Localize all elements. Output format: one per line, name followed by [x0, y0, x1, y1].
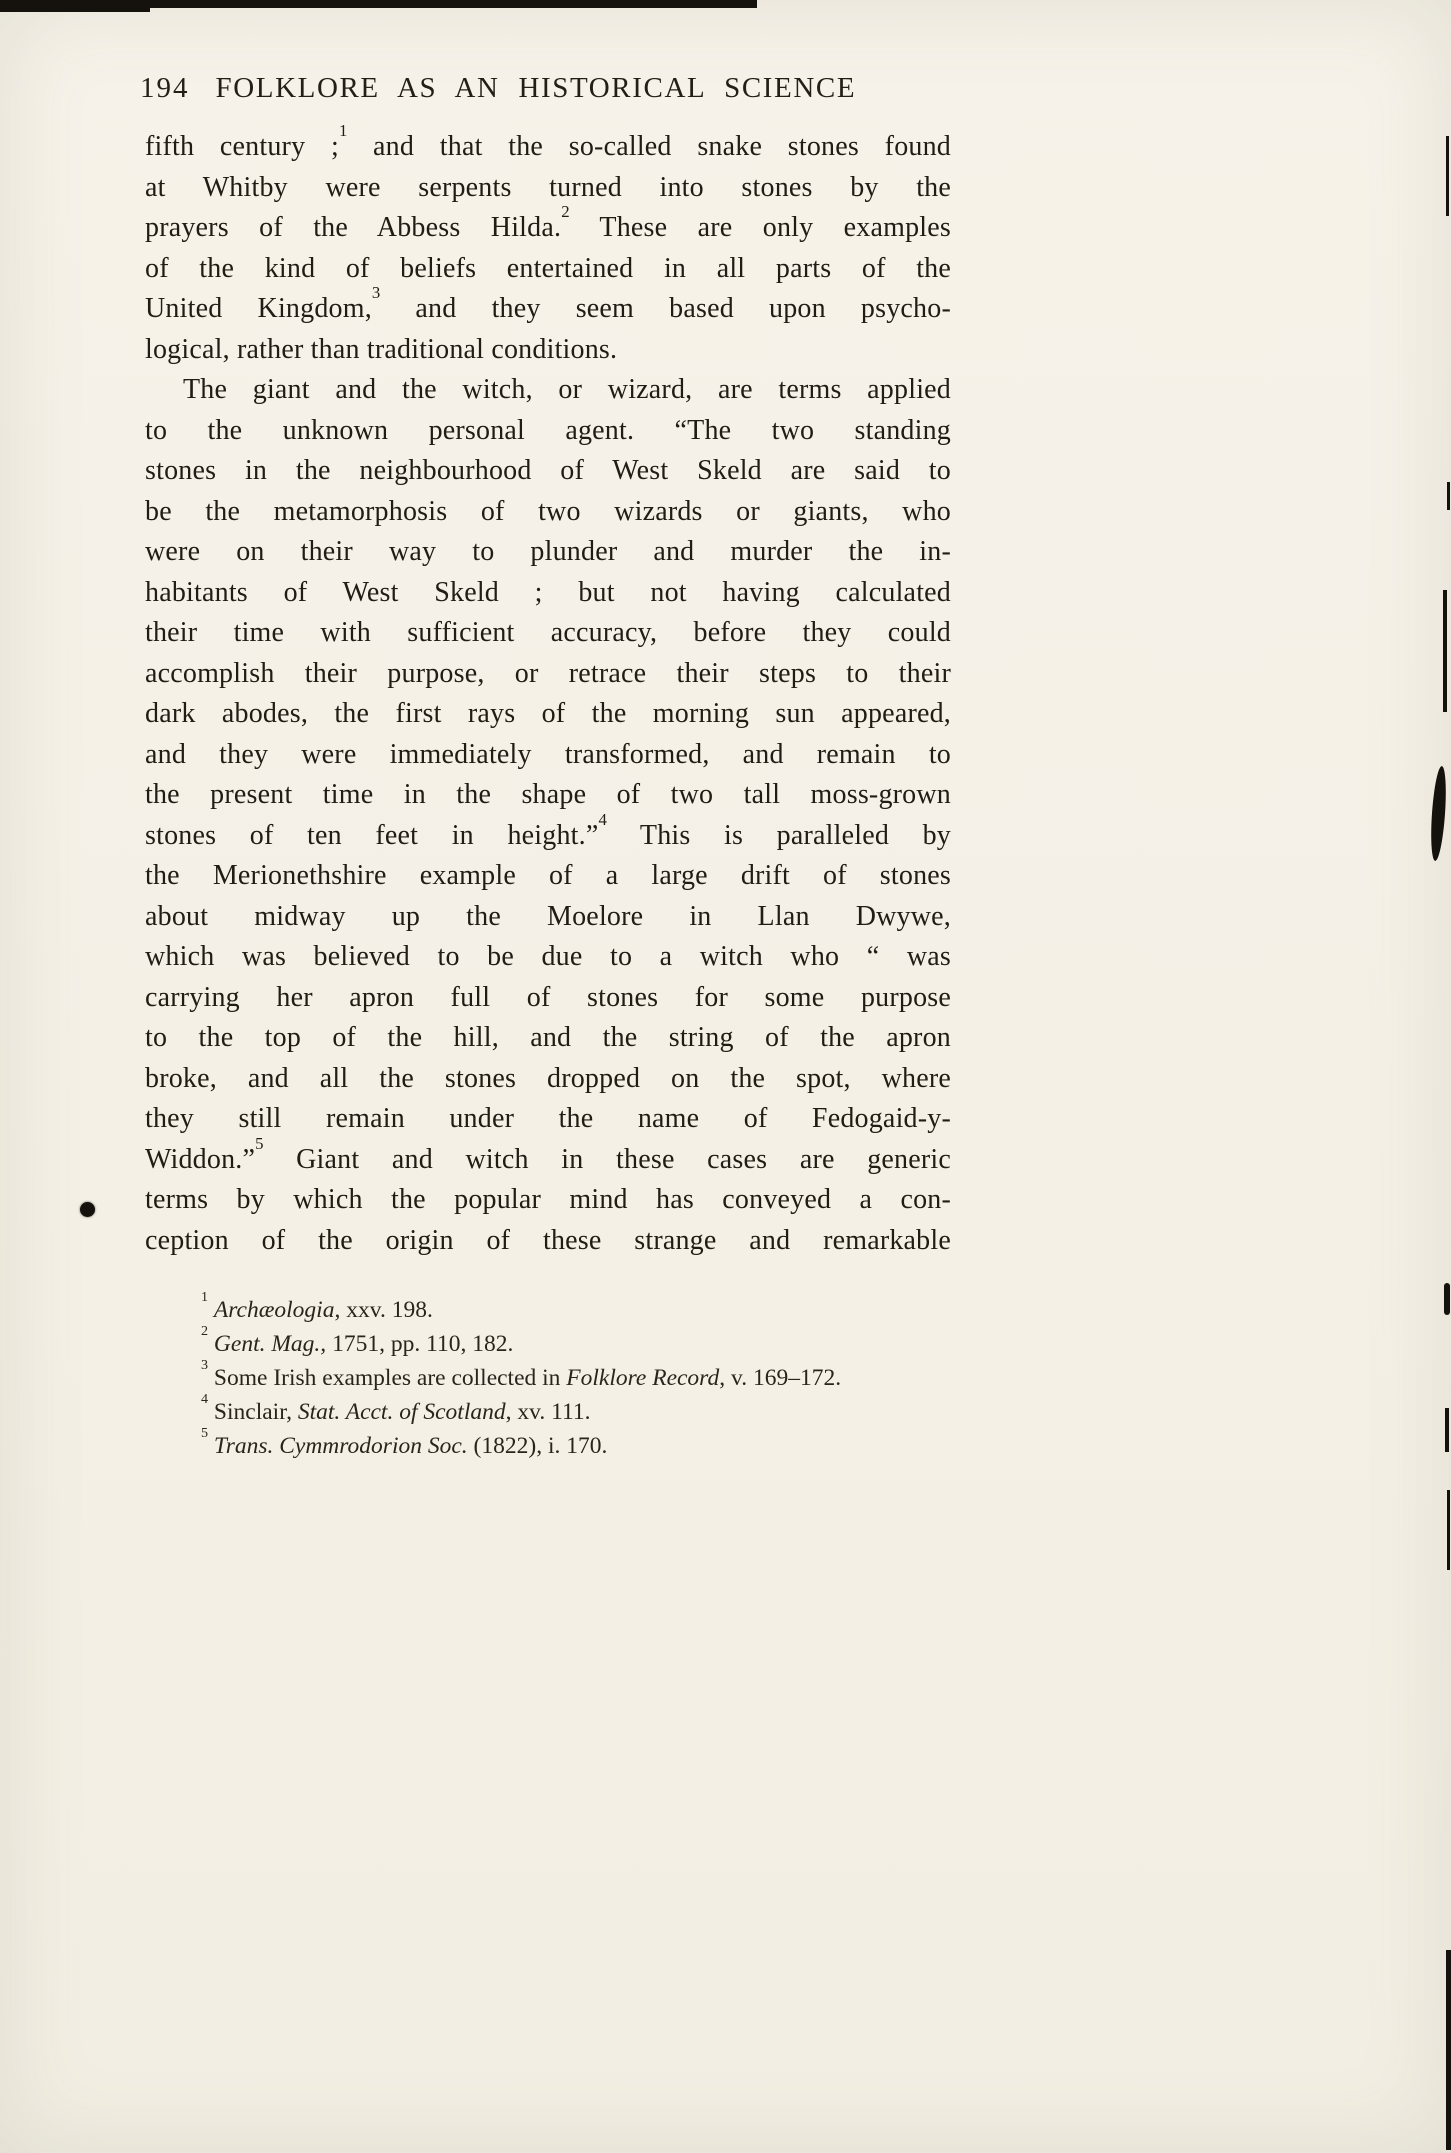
footnote-reference: 2	[561, 202, 570, 222]
text-line: about midway up the Moelore in Llan Dwywe,	[145, 900, 951, 932]
text-line: accomplish their purpose, or retrace their steps to their	[145, 657, 951, 689]
text-line: dark abodes, the first rays of the morning sun appeared,	[145, 698, 951, 729]
text-line: they still remain under the name of Fedogaid-y-	[145, 1103, 951, 1134]
footnote-text: , v. 169–172.	[719, 1365, 842, 1391]
text-line: Widdon.”$^5$ Giant and witch in these cases are generic	[145, 1133, 951, 1175]
text-line: ception of the origin of these strange and remarkable	[145, 1224, 951, 1256]
scan-artifact-right-edge	[1443, 590, 1447, 712]
page-header	[140, 72, 1311, 105]
text-line: the Merionethshire example of a large drift of stones	[145, 860, 951, 891]
scan-artifact-right-edge	[1444, 1283, 1450, 1315]
work-title: Folklore Record	[566, 1365, 720, 1391]
text-line: broke, and all the stones dropped on the spot, where	[145, 1062, 951, 1094]
text-line: be the metamorphosis of two wizards or giants, who	[145, 495, 951, 527]
text-line: carrying her apron full of stones for some purpose	[145, 981, 951, 1013]
footnote-text: 1751, pp. 110, 182.	[326, 1331, 514, 1357]
work-title: Stat. Acct. of Scotland	[297, 1399, 506, 1425]
text-line: and they were immediately transformed, and remain to	[145, 738, 951, 770]
text-line: stones in the neighbourhood of West Skeld are said to	[145, 455, 951, 486]
scan-artifact-right-edge	[1446, 136, 1449, 216]
scan-artifact-right-edge	[1447, 1490, 1450, 1570]
ink-dot-artifact	[80, 1202, 95, 1217]
footnote-reference: 1	[338, 121, 348, 141]
footnote-text: , xv. 111.	[505, 1399, 591, 1425]
footnote-text: (1822), i. 170.	[467, 1433, 608, 1459]
text-line: fifth century ;$^1$ and that the so-called snake stones found	[145, 121, 951, 162]
text-line: of the kind of beliefs entertained in all parts of the	[145, 252, 951, 284]
work-title: Gent. Mag.,	[213, 1331, 327, 1357]
footnote-marker: 3	[201, 1357, 209, 1374]
footnotes	[201, 1289, 961, 1463]
scan-artifact-top-corner	[0, 0, 150, 12]
text-line: the present time in the shape of two tall moss-grown	[145, 779, 951, 810]
footnote-text: Some Irish examples are collected in	[213, 1365, 567, 1391]
footnote-marker: 2	[201, 1323, 209, 1340]
scan-artifact-right-blob	[1429, 766, 1449, 862]
footnote	[201, 1391, 961, 1429]
footnote	[201, 1425, 961, 1463]
body-text	[145, 121, 951, 1261]
text-line: United Kingdom,$^3$ and they seem based upon psycho-	[145, 283, 951, 324]
text-line: to the top of the hill, and the string of the apron	[145, 1022, 951, 1053]
text-line: which was believed to be due to a witch who “ was	[145, 941, 951, 972]
paragraph	[145, 370, 951, 1261]
footnote	[201, 1289, 961, 1327]
running-title: FOLKLORE AS AN HISTORICAL SCIENCE	[215, 72, 857, 104]
footnote-reference: 4	[598, 809, 607, 829]
scan-artifact-right-edge	[1447, 482, 1450, 510]
scan-artifact-right-edge	[1446, 1950, 1451, 2150]
text-line: logical, rather than traditional conditions.	[145, 333, 618, 365]
footnote	[201, 1357, 961, 1395]
footnote-reference: 5	[255, 1133, 264, 1153]
footnote-text: , xxv. 198.	[334, 1297, 433, 1323]
footnote-text: Sinclair,	[213, 1399, 298, 1425]
footnote	[201, 1323, 961, 1361]
footnote-marker: 4	[201, 1391, 209, 1408]
footnote-marker: 1	[201, 1289, 209, 1306]
work-title: Trans. Cymmrodorion Soc.	[213, 1433, 468, 1459]
text-line: terms by which the popular mind has conveyed a con-	[145, 1184, 951, 1215]
text-line: to the unknown personal agent. “The two standing	[145, 414, 951, 446]
text-line: habitants of West Skeld ; but not having calculated	[145, 576, 951, 608]
footnote-marker: 5	[201, 1425, 209, 1442]
work-title: Archæologia	[213, 1297, 335, 1323]
scan-artifact-right-edge	[1445, 1408, 1449, 1452]
paragraph	[145, 121, 951, 370]
text-line: prayers of the Abbess Hilda.$^2$ These are only examples	[145, 202, 951, 243]
text-line: at Whitby were serpents turned into stones by the	[145, 171, 951, 203]
text-line: were on their way to plunder and murder the in-	[145, 536, 951, 567]
text-line: their time with sufficient accuracy, before they could	[145, 617, 951, 648]
text-line: stones of ten feet in height.”$^4$ This is paralleled by	[145, 809, 951, 851]
footnote-reference: 3	[371, 283, 381, 303]
page-number: 194	[140, 72, 190, 104]
text-line: The giant and the witch, or wizard, are terms applied	[183, 374, 951, 405]
